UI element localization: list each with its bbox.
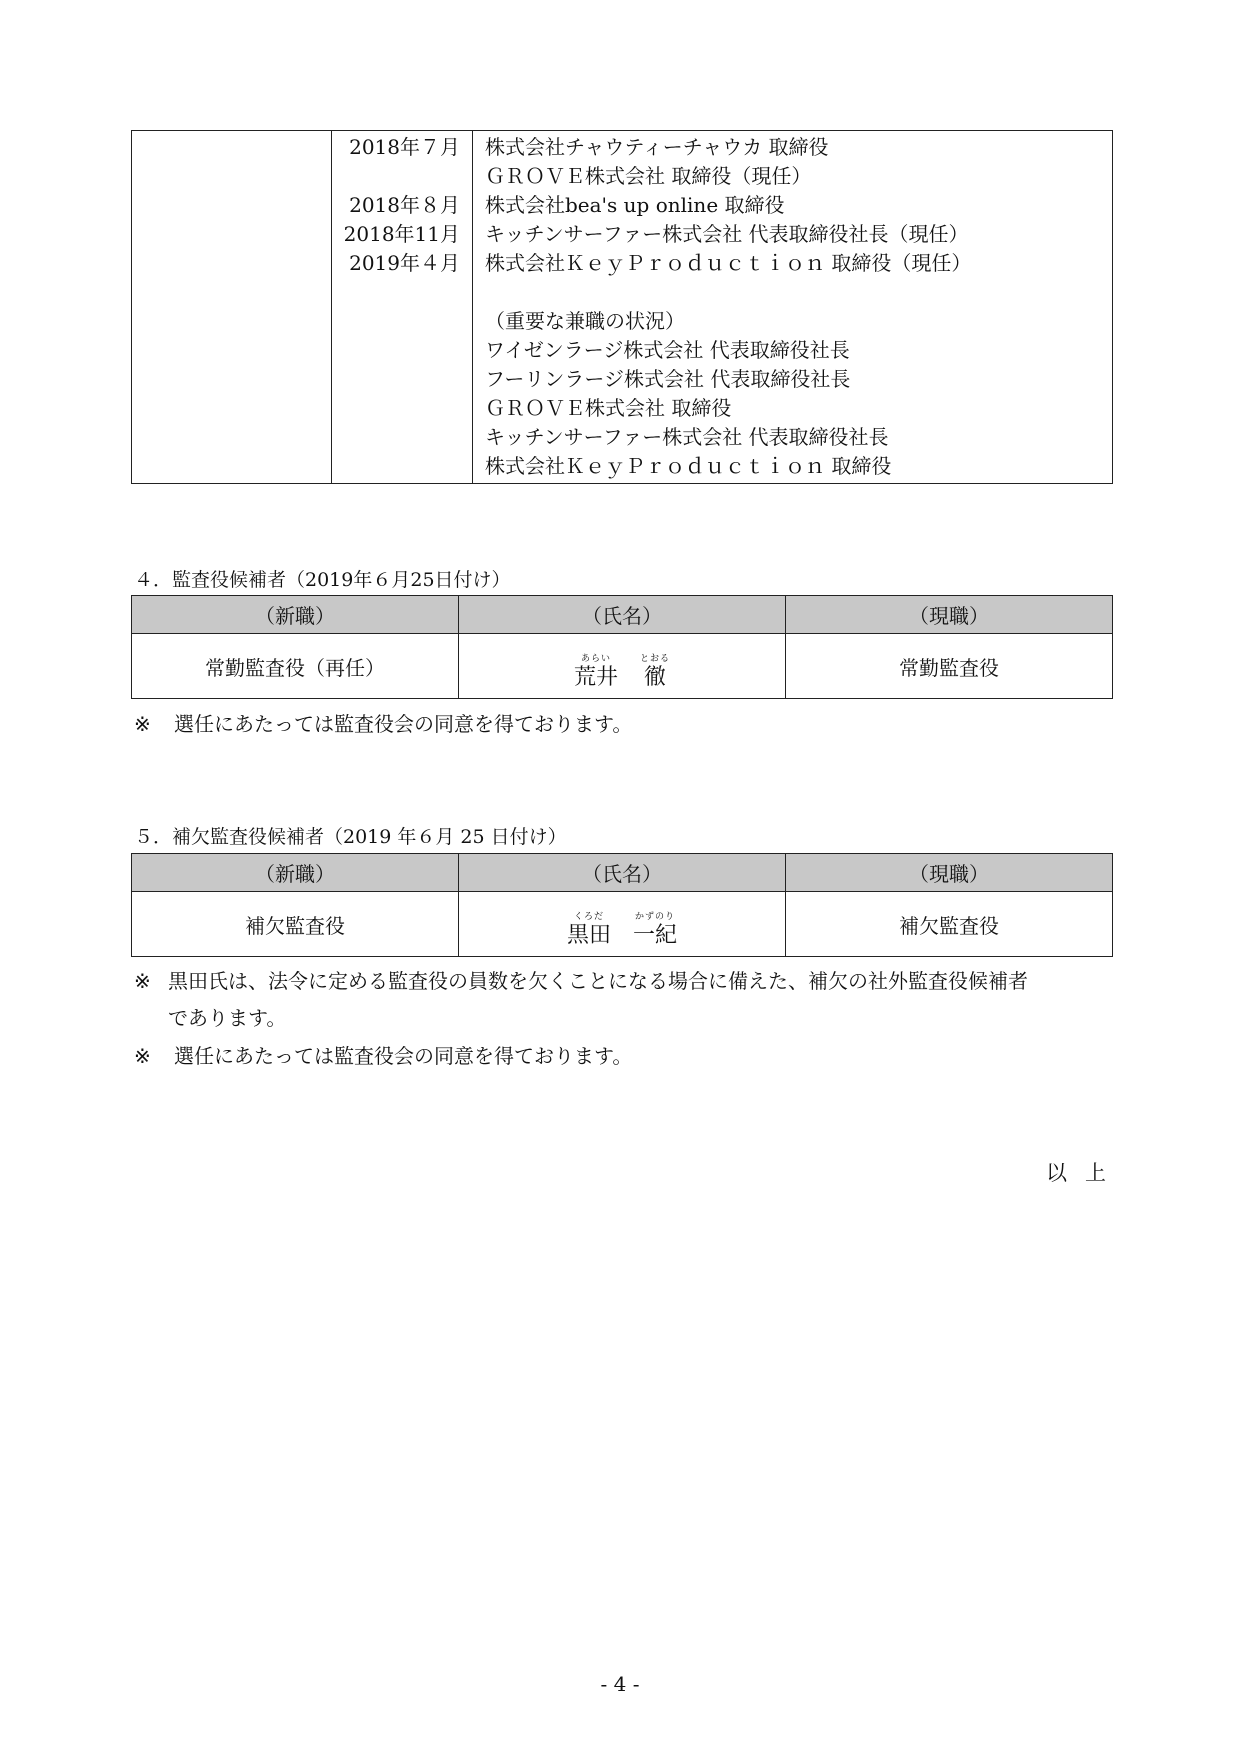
career-name-column — [132, 131, 332, 483]
section-4-note — [134, 708, 632, 737]
header-name: （氏名） — [459, 596, 786, 634]
career-line: 株式会社bea's up online 取締役 — [485, 193, 785, 217]
career-line: ワイゼンラージ株式会社 代表取締役社長 — [485, 338, 850, 362]
given-name-ruby: とおる — [640, 653, 671, 664]
surname-ruby: くろだ — [573, 911, 604, 922]
surname-kanji: 荒井 — [573, 664, 618, 690]
header-new-position: （新職） — [132, 596, 459, 634]
career-line: 株式会社チャウティーチャウカ 取締役 — [485, 135, 829, 159]
auditor-candidate-table — [131, 595, 1113, 699]
new-position-cell: 補欠監査役 — [132, 892, 459, 957]
header-name: （氏名） — [459, 854, 786, 892]
note-text: 選任にあたっては監査役会の同意を得ております。 — [174, 1044, 633, 1068]
career-line: 株式会社ＫｅｙＰｒｏｄｕｃｔｉｏｎ 取締役（現任） — [485, 251, 972, 275]
closing-mark: 以上 — [1046, 1161, 1124, 1185]
given-name-kanji: 一紀 — [633, 922, 678, 948]
career-date: 2018年８月 — [349, 193, 460, 217]
note-mark: ※ — [134, 1044, 151, 1068]
career-line: キッチンサーファー株式会社 代表取締役社長 — [485, 425, 889, 449]
career-date-column — [332, 131, 473, 483]
surname — [567, 912, 611, 949]
career-history-table — [131, 130, 1113, 484]
note-mark: ※ — [134, 712, 151, 736]
career-line: 株式会社ＫｅｙＰｒｏｄｕｃｔｉｏｎ 取締役 — [485, 454, 892, 478]
surname-kanji: 黒田 — [566, 922, 611, 948]
career-date: 2018年11月 — [343, 222, 460, 246]
career-date: 2018年７月 — [349, 135, 460, 159]
header-current-position: （現職） — [786, 596, 1113, 634]
note-text: 黒田氏は、法令に定める監査役の員数を欠くことになる場合に備えた、補欠の社外監査役候補者 — [168, 969, 1028, 993]
career-line: キッチンサーファー株式会社 代表取締役社長（現任） — [485, 222, 969, 246]
career-line: フーリンラージ株式会社 代表取締役社長 — [485, 367, 851, 391]
name-cell — [459, 892, 786, 957]
surname — [574, 654, 618, 691]
career-line: ＧＲＯＶＥ株式会社 取締役 — [485, 396, 732, 420]
header-new-position: （新職） — [132, 854, 459, 892]
new-position-cell: 常勤監査役（再任） — [132, 634, 459, 699]
career-date: 2019年４月 — [349, 251, 460, 275]
section-5-heading: ５．補欠監査役候補者（2019 年６月 25 日付け） — [134, 826, 567, 848]
given-name-kanji: 徹 — [644, 664, 667, 690]
note-text: 選任にあたっては監査役会の同意を得ております。 — [174, 712, 633, 736]
given-name — [633, 912, 677, 949]
substitute-auditor-candidate-table — [131, 853, 1113, 957]
section-5-note-1 — [134, 965, 1028, 994]
section-5-note-1-continued: であります。 — [168, 1006, 287, 1030]
current-position-cell: 補欠監査役 — [786, 892, 1113, 957]
section-4-heading: ４．監査役候補者（2019年６月25日付け） — [134, 569, 511, 591]
name-cell — [459, 634, 786, 699]
header-current-position: （現職） — [786, 854, 1113, 892]
section-5-note-2 — [134, 1040, 632, 1069]
surname-ruby: あらい — [580, 653, 611, 664]
page-number: - 4 - — [600, 1672, 640, 1696]
career-description-column — [473, 131, 1112, 483]
concurrent-positions-heading: （重要な兼職の状況） — [485, 309, 685, 333]
career-line: ＧＲＯＶＥ株式会社 取締役（現任） — [485, 164, 812, 188]
note-mark: ※ — [134, 969, 151, 993]
given-name-ruby: かずのり — [635, 911, 676, 922]
given-name — [640, 654, 670, 691]
current-position-cell: 常勤監査役 — [786, 634, 1113, 699]
